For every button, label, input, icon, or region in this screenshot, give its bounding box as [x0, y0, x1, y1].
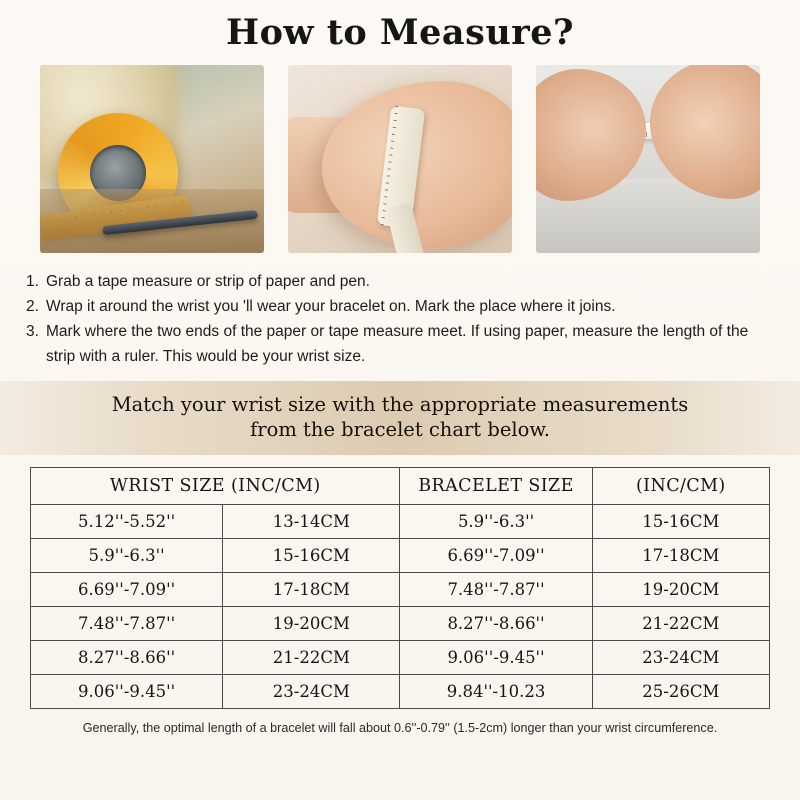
header-bracelet-size: BRACELET SIZE: [400, 467, 592, 504]
photo-gallery: [0, 65, 800, 253]
cell-wrist-cm: 15-16CM: [223, 538, 400, 572]
cell-wrist-cm: 23-24CM: [223, 674, 400, 708]
cell-wrist-inches: 8.27''-8.66'': [31, 640, 223, 674]
cell-bracelet-inches: 7.48''-7.87'': [400, 572, 592, 606]
banner-line-1: Match your wrist size with the appropriate measurements: [111, 392, 689, 416]
page-title: How to Measure?: [226, 12, 574, 53]
cell-bracelet-inches: 9.06''-9.45'': [400, 640, 592, 674]
cell-wrist-inches: 9.06''-9.45'': [31, 674, 223, 708]
cell-wrist-inches: 7.48''-7.87'': [31, 606, 223, 640]
step-text: Grab a tape measure or strip of paper and pen.: [46, 272, 370, 290]
cell-bracelet-cm: 19-20CM: [592, 572, 769, 606]
step-number: 2.: [26, 297, 39, 315]
cell-bracelet-cm: 23-24CM: [592, 640, 769, 674]
cell-bracelet-cm: 15-16CM: [592, 504, 769, 538]
list-item: [26, 319, 774, 369]
cell-wrist-cm: 17-18CM: [223, 572, 400, 606]
step-number: 3.: [26, 322, 39, 340]
cell-bracelet-inches: 9.84''-10.23: [400, 674, 592, 708]
header-bracelet-units: (INC/CM): [592, 467, 769, 504]
table-row: [31, 572, 770, 606]
step-text: Wrap it around the wrist you 'll wear your bracelet on. Mark the place where it joins.: [46, 297, 616, 315]
list-item: [26, 269, 774, 294]
step-text: Mark where the two ends of the paper or tape measure meet. If using paper, measure the length of the strip with a ruler. This would be your wrist size.: [46, 322, 749, 365]
size-chart-table: [30, 467, 770, 709]
photo-wrist-with-tape: [288, 65, 512, 253]
cell-bracelet-inches: 8.27''-8.66'': [400, 606, 592, 640]
table-row: [31, 674, 770, 708]
list-item: [26, 294, 774, 319]
cell-wrist-inches: 5.9''-6.3'': [31, 538, 223, 572]
table-row: [31, 640, 770, 674]
photo-tape-measure-and-pen: [40, 65, 264, 253]
photo-hands-with-ruler: [536, 65, 760, 253]
table-row: [31, 606, 770, 640]
table-header-row: [31, 467, 770, 504]
step-number: 1.: [26, 272, 39, 290]
cell-bracelet-cm: 21-22CM: [592, 606, 769, 640]
cell-wrist-cm: 19-20CM: [223, 606, 400, 640]
cell-wrist-inches: 5.12''-5.52'': [31, 504, 223, 538]
cell-wrist-cm: 13-14CM: [223, 504, 400, 538]
instruction-list: [26, 269, 774, 369]
header-wrist-size: WRIST SIZE (INC/CM): [31, 467, 400, 504]
table-row: [31, 504, 770, 538]
banner-line-2: from the bracelet chart below.: [250, 417, 550, 441]
cell-wrist-cm: 21-22CM: [223, 640, 400, 674]
size-table-container: [0, 455, 800, 709]
cell-wrist-inches: 6.69''-7.09'': [31, 572, 223, 606]
table-row: [31, 538, 770, 572]
footnote-text: Generally, the optimal length of a bracelet will fall about 0.6''-0.79'' (1.5-2cm) longer than your wrist circumference.: [82, 720, 718, 735]
cell-bracelet-inches: 6.69''-7.09'': [400, 538, 592, 572]
chart-banner: [0, 381, 800, 455]
cell-bracelet-cm: 25-26CM: [592, 674, 769, 708]
cell-bracelet-cm: 17-18CM: [592, 538, 769, 572]
cell-bracelet-inches: 5.9''-6.3'': [400, 504, 592, 538]
